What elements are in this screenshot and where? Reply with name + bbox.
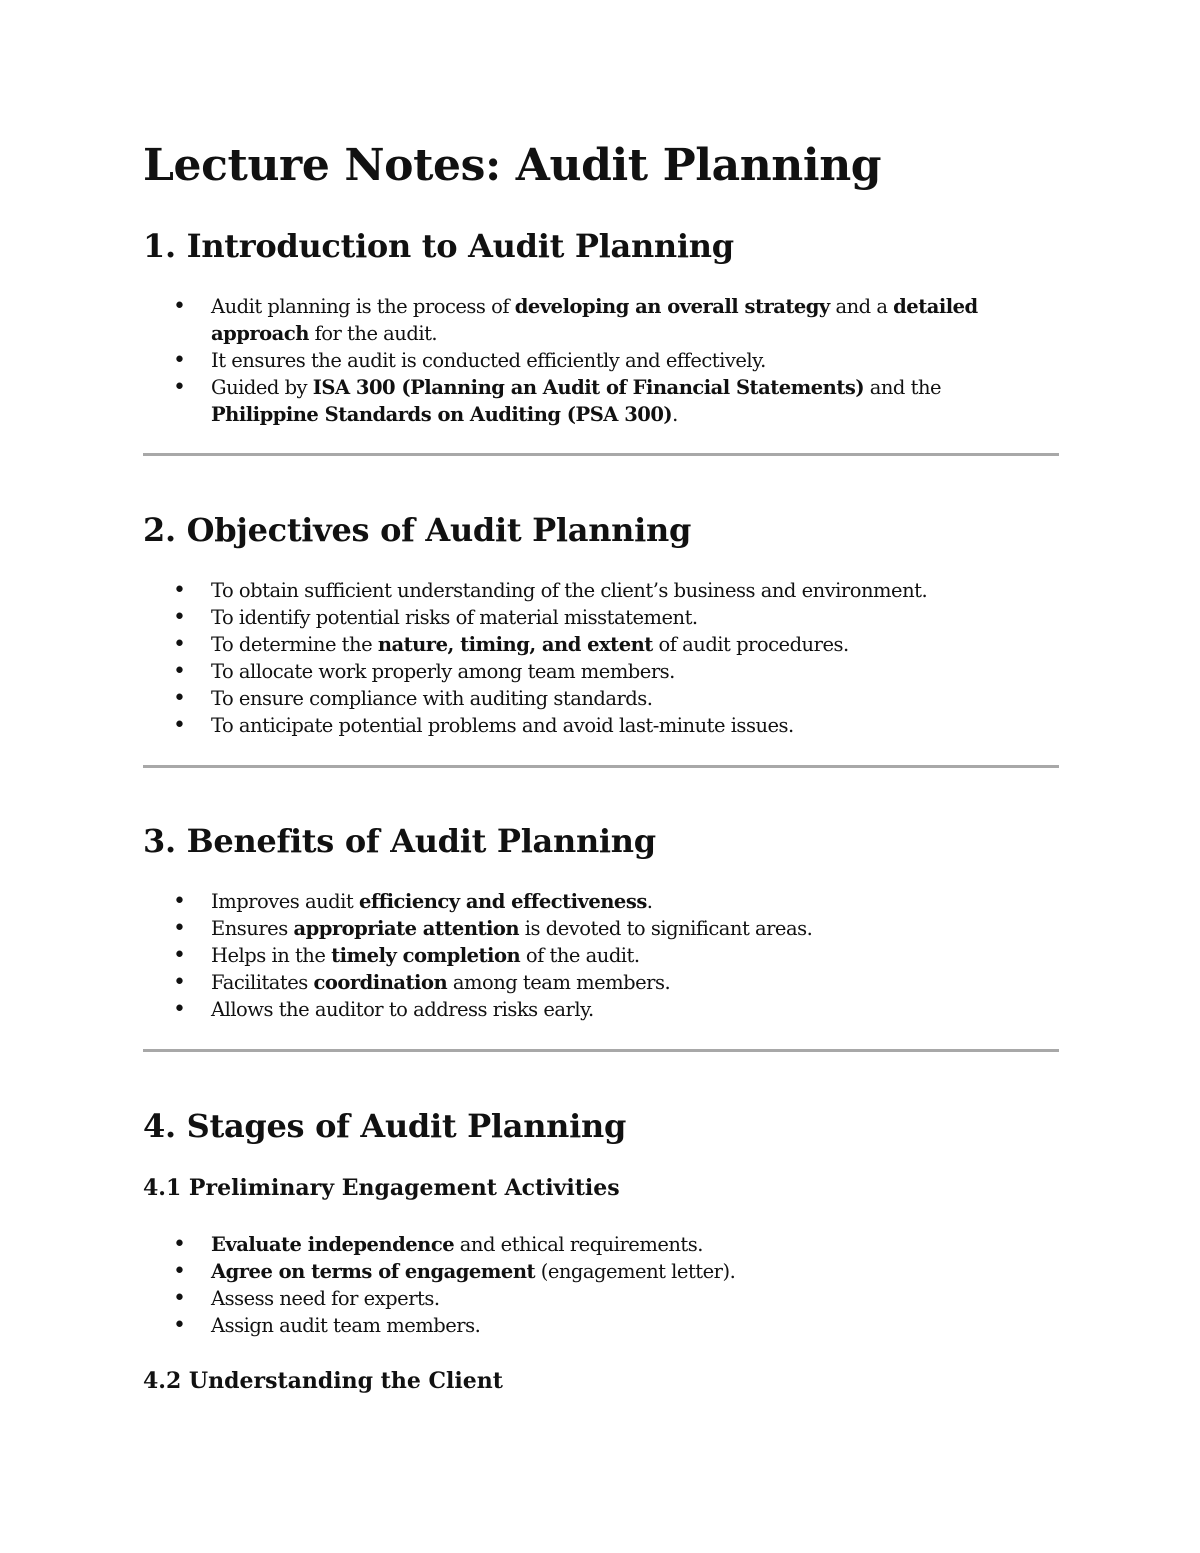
section-heading-stages: 4. Stages of Audit Planning xyxy=(143,1107,627,1145)
text: Audit planning is the process of xyxy=(211,295,515,318)
list-item xyxy=(143,293,1043,347)
text: for the audit. xyxy=(308,322,438,345)
list-item xyxy=(143,915,1043,942)
text: To anticipate potential problems and avoid last-minute issues. xyxy=(211,714,794,737)
text: . xyxy=(672,403,678,426)
list-item xyxy=(143,942,1043,969)
list-item xyxy=(143,658,1043,685)
text: To allocate work properly among team members. xyxy=(211,660,675,683)
text: Ensures xyxy=(211,917,294,940)
text: It ensures the audit is conducted efficiently and effectively. xyxy=(211,349,766,372)
list-item xyxy=(143,1258,1043,1285)
text: Assign audit team members. xyxy=(211,1314,481,1337)
section-divider xyxy=(143,453,1059,456)
text: among team members. xyxy=(447,971,671,994)
list-item xyxy=(143,374,1043,428)
subsection-heading-preliminary: 4.1 Preliminary Engagement Activities xyxy=(143,1175,620,1201)
section-divider xyxy=(143,1049,1059,1052)
text: To ensure compliance with auditing standards. xyxy=(211,687,653,710)
document-title: Lecture Notes: Audit Planning xyxy=(143,140,882,191)
list-item xyxy=(143,712,1043,739)
text: and the xyxy=(864,376,942,399)
text: Improves audit xyxy=(211,890,359,913)
text: and a xyxy=(829,295,894,318)
section-heading-benefits: 3. Benefits of Audit Planning xyxy=(143,822,656,860)
text: Helps in the xyxy=(211,944,332,967)
section-list-introduction xyxy=(143,293,1043,428)
bold-text: efficiency and effectiveness xyxy=(358,890,647,913)
text: and ethical requirements. xyxy=(454,1233,703,1256)
list-item xyxy=(143,631,1043,658)
text: is devoted to significant areas. xyxy=(519,917,813,940)
text: To identify potential risks of material misstatement. xyxy=(211,606,698,629)
list-item xyxy=(143,1285,1043,1312)
bold-text: detailed approach xyxy=(211,295,978,345)
subsection-list-preliminary xyxy=(143,1231,1043,1339)
bold-text: Evaluate independence xyxy=(211,1233,455,1256)
list-item xyxy=(143,604,1043,631)
list-item xyxy=(143,577,1043,604)
bold-text: nature, timing, and extent xyxy=(377,633,653,656)
text: of audit procedures. xyxy=(652,633,849,656)
bold-text: developing an overall strategy xyxy=(514,295,830,318)
list-item xyxy=(143,1312,1043,1339)
list-item xyxy=(143,996,1043,1023)
bold-text: appropriate attention xyxy=(293,917,520,940)
text: . xyxy=(646,890,653,913)
text: (engagement letter). xyxy=(535,1260,736,1283)
section-list-objectives xyxy=(143,577,1043,739)
section-heading-objectives: 2. Objectives of Audit Planning xyxy=(143,511,692,549)
list-item xyxy=(143,888,1043,915)
section-divider xyxy=(143,765,1059,768)
list-item xyxy=(143,1231,1043,1258)
list-item xyxy=(143,969,1043,996)
text: To determine the xyxy=(211,633,378,656)
text: Allows the auditor to address risks early. xyxy=(211,998,594,1021)
text: To obtain sufficient understanding of the client’s business and environment. xyxy=(211,579,928,602)
section-list-benefits xyxy=(143,888,1043,1023)
text: Facilitates xyxy=(211,971,314,994)
section-heading-introduction: 1. Introduction to Audit Planning xyxy=(143,227,734,265)
text: Guided by xyxy=(211,376,313,399)
list-item xyxy=(143,347,1043,374)
bold-text: Philippine Standards on Auditing (PSA 300) xyxy=(211,403,673,426)
subsection-heading-understanding-client: 4.2 Understanding the Client xyxy=(143,1368,503,1394)
bold-text: coordination xyxy=(313,971,448,994)
bold-text: ISA 300 (Planning an Audit of Financial Statements) xyxy=(312,376,865,399)
text: of the audit. xyxy=(520,944,640,967)
text: Assess need for experts. xyxy=(211,1287,440,1310)
bold-text: timely completion xyxy=(331,944,521,967)
bold-text: Agree on terms of engagement xyxy=(211,1260,536,1283)
list-item xyxy=(143,685,1043,712)
